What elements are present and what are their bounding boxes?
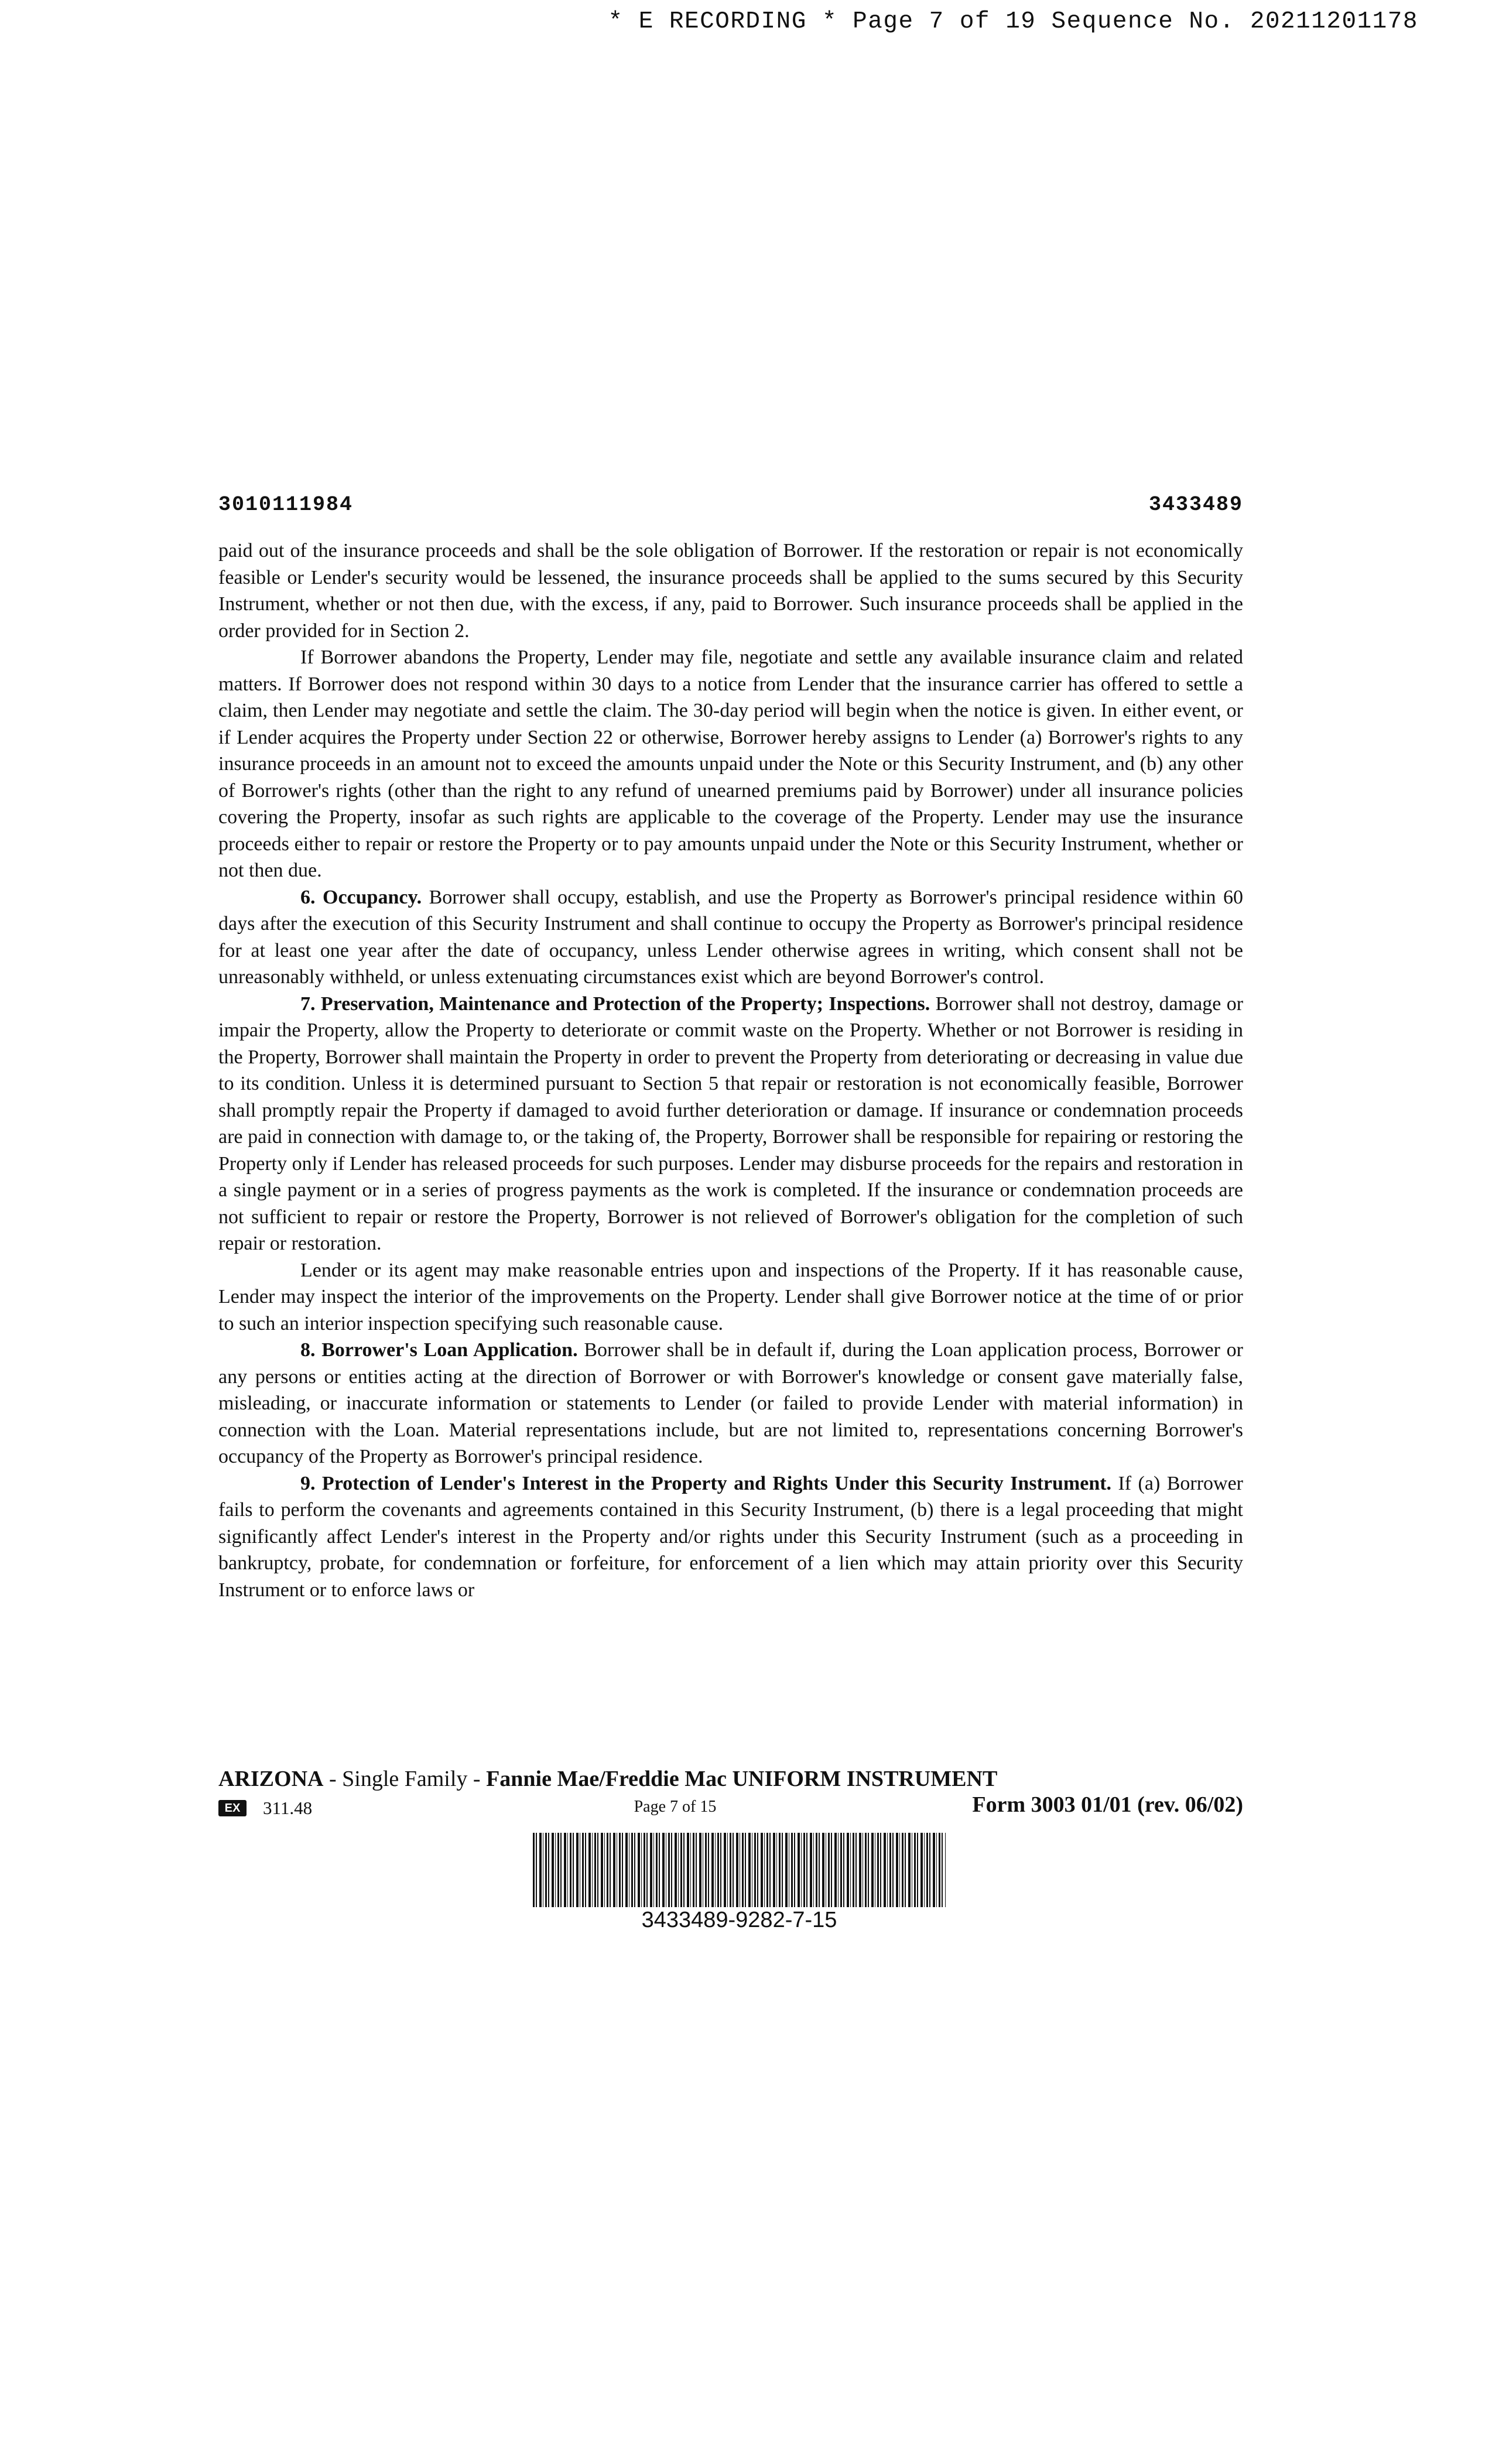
loan-number-row	[218, 493, 1243, 516]
barcode-text: 3433489-9282-7-15	[641, 1908, 837, 1932]
form-code: 311.48	[263, 1798, 313, 1818]
ex-logo-icon: EX	[218, 1800, 247, 1816]
form-number: Form 3003 01/01 (rev. 06/02)	[972, 1792, 1243, 1817]
footer-instrument-line: ARIZONA - Single Family - Fannie Mae/Freddie Mac UNIFORM INSTRUMENT	[218, 1767, 998, 1791]
paragraph: Lender or its agent may make reasonable entries upon and inspections of the Property. If it has reasonable cause, Lender may inspect the interior of the improvements on the Property. Lender shall give Borrower notice at the time of or prior to such an interior inspection specifying such reasonable cause.	[218, 1259, 1243, 1334]
document-body	[218, 538, 1243, 1603]
section-6-occupancy: 6. Occupancy. Borrower shall occupy, establish, and use the Property as Borrower's principal residence within 60 days after the execution of this Security Instrument and shall continue to occupy the Property as Borrower's principal residence for at least one year after the date of occupancy, unless Lender otherwise agrees in writing, which consent shall not be unreasonably withheld, or unless extenuating circumstances exist which are beyond Borrower's control.	[218, 886, 1243, 988]
form-footer	[218, 1766, 1243, 1819]
paragraph: paid out of the insurance proceeds and shall be the sole obligation of Borrower. If the restoration or repair is not economically feasible or Lender's security would be lessened, the insurance proceeds shall be applied to the sums secured by this Security Instrument, whether or not then due, with the excess, if any, paid to Borrower. Such insurance proceeds shall be applied in the order provided for in Section 2.	[218, 540, 1243, 642]
section-heading: 6. Occupancy.	[300, 886, 422, 908]
section-9-protection: 9. Protection of Lender's Interest in the Property and Rights Under this Security Instrument. If (a) Borrower fails to perform the covenants and agreements contained in this Security Instrument, (b) there is a legal proceeding that might significantly affect Lender's interest in the Property and/or rights under this Security Instrument (such as a proceeding in bankruptcy, probate, for condemnation or forfeiture, for enforcement of a lien which may attain priority over this Security Instrument or to enforce laws or	[218, 1472, 1244, 1601]
section-8-loan-application: 8. Borrower's Loan Application. Borrower shall be in default if, during the Loan application process, Borrower or any persons or entities acting at the direction of Borrower or with Borrower's knowledge or consent gave materially false, misleading, or inaccurate information or statements to Lender (or failed to provide Lender with material information) in connection with the Loan. Material representations include, but are not limited to, representations concerning Borrower's occupancy of the Property as Borrower's principal residence.	[218, 1339, 1244, 1467]
section-heading: 8. Borrower's Loan Application.	[300, 1339, 578, 1361]
loan-number-left: 3010111984	[218, 493, 354, 516]
page-number: Page 7 of 15	[634, 1798, 717, 1816]
section-heading: 9. Protection of Lender's Interest in the Property and Rights Under this Security Instrument.	[300, 1472, 1112, 1494]
loan-number-right: 3433489	[1148, 493, 1243, 516]
recording-header: * E RECORDING * Page 7 of 19 Sequence No. 20211201178	[608, 8, 1418, 35]
section-heading: 7. Preservation, Maintenance and Protection of the Property; Inspections.	[300, 993, 930, 1015]
paragraph: If Borrower abandons the Property, Lender may file, negotiate and settle any available insurance claim and related matters. If Borrower does not respond within 30 days to a notice from Lender that the insurance carrier has offered to settle a claim, then Lender may negotiate and settle the claim. The 30-day period will begin when the notice is given. In either event, or if Lender acquires the Property under Section 22 or otherwise, Borrower hereby assigns to Lender (a) Borrower's rights to any insurance proceeds in an amount not to exceed the amounts unpaid under the Note or this Security Instrument, and (b) any other of Borrower's rights (other than the right to any refund of unearned premiums paid by Borrower) under all insurance policies covering the Property, insofar as such rights are applicable to the coverage of the Property. Lender may use the insurance proceeds either to repair or restore the Property or to pay amounts unpaid under the Note or this Security Instrument, whether or not then due.	[218, 646, 1243, 881]
section-7-preservation: 7. Preservation, Maintenance and Protection of the Property; Inspections. Borrower shall not destroy, damage or impair the Property, allow the Property to deteriorate or commit waste on the Property. Whether or not Borrower is residing in the Property, Borrower shall maintain the Property in order to prevent the Property from deteriorating or decreasing in value due to its condition. Unless it is determined pursuant to Section 5 that repair or restoration is not economically feasible, Borrower shall promptly repair the Property if damaged to avoid further deterioration or damage. If insurance or condemnation proceeds are paid in connection with damage to, or the taking of, the Property, Borrower shall be responsible for repairing or restoring the Property only if Lender has released proceeds for such purposes. Lender may disburse proceeds for the repairs and restoration in a single payment or in a series of progress payments as the work is completed. If the insurance or condemnation proceeds are not sufficient to repair or restore the Property, Borrower is not relieved of Borrower's obligation for the completion of such repair or restoration.	[218, 993, 1244, 1254]
barcode-icon	[533, 1833, 946, 1907]
